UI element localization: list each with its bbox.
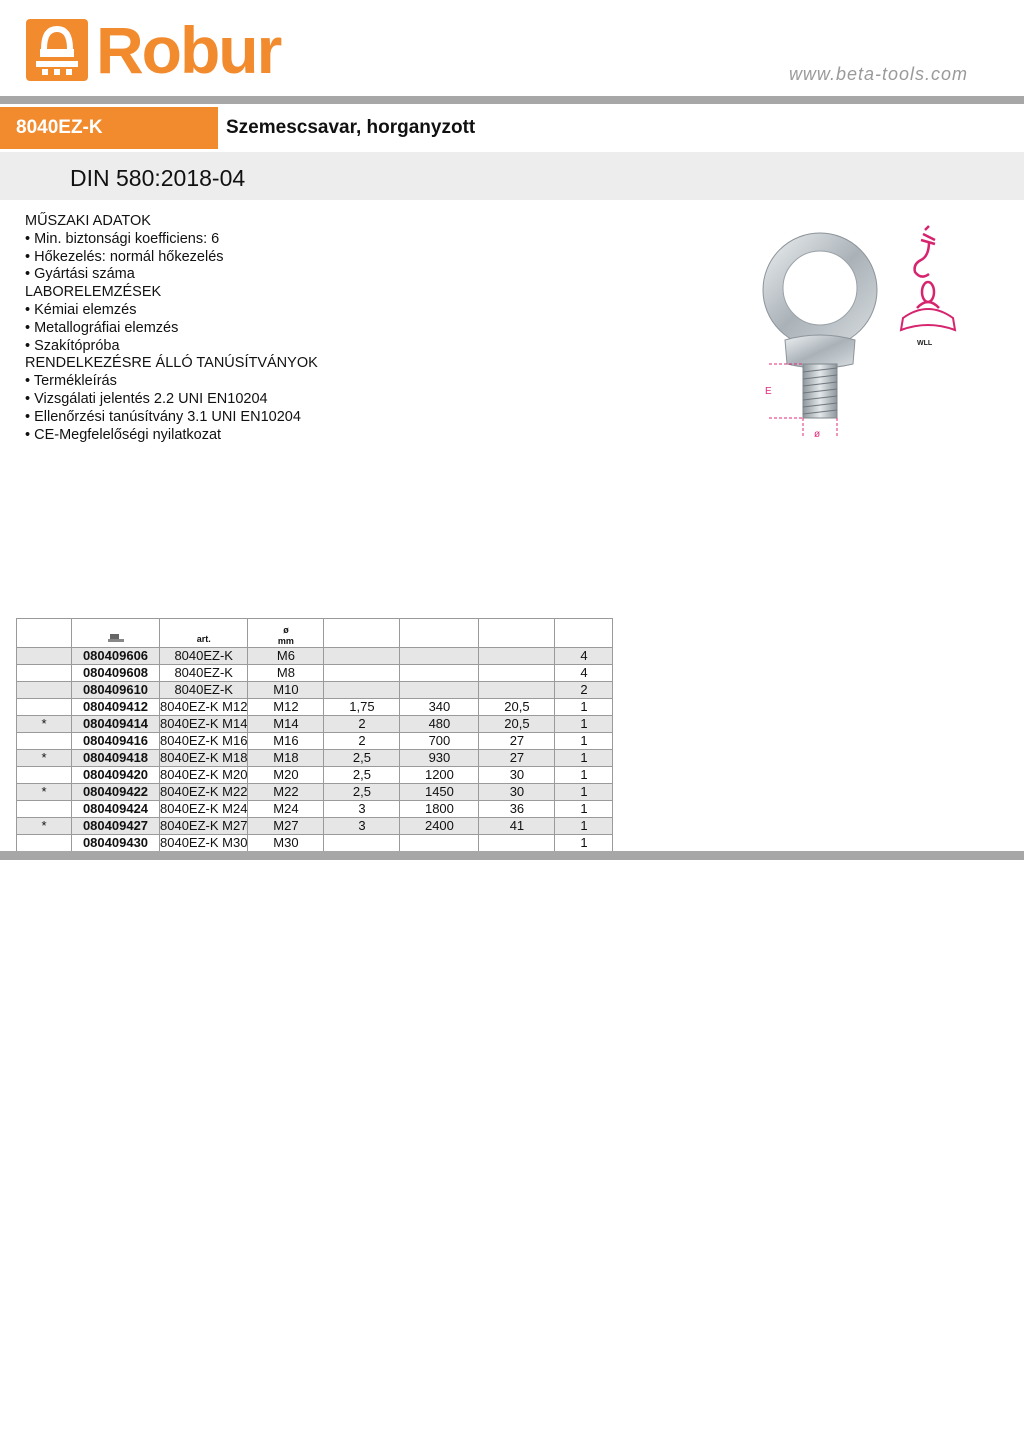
table-cell: 1 <box>555 699 613 716</box>
product-name: Szemescsavar, horganyzott <box>226 117 476 138</box>
lifting-hook-icon <box>901 226 955 330</box>
table-cell: M10 <box>248 682 324 699</box>
table-cell: 8040EZ-K M18 <box>160 750 248 765</box>
table-cell: 8040EZ-K M16 <box>160 733 248 748</box>
table-cell: M14 <box>248 716 324 733</box>
table-cell: 080409608 <box>72 665 160 682</box>
spec-line: • Metallográfiai elemzés <box>25 319 179 336</box>
title-bar <box>0 107 1024 149</box>
table-cell: M20 <box>248 767 324 784</box>
table-cell: 930 <box>400 750 479 767</box>
header-col7 <box>555 619 613 648</box>
table-row <box>17 835 613 852</box>
spec-line: LABORELEMZÉSEK <box>25 284 162 301</box>
table-cell: 1 <box>555 750 613 767</box>
spec-line: • CE-Megfelelőségi nyilatkozat <box>25 426 222 443</box>
header-note <box>17 619 72 648</box>
table-cell: 8040EZ-K <box>160 648 248 665</box>
spec-line: • Vizsgálati jelentés 2.2 UNI EN10204 <box>25 390 268 407</box>
din-standard: DIN 580:2018-04 <box>70 165 246 191</box>
table-cell: 700 <box>400 733 479 750</box>
table-cell: 1 <box>555 835 613 852</box>
eye-bolt-icon <box>763 233 877 418</box>
table-cell: M27 <box>248 818 324 835</box>
table-row <box>17 784 613 801</box>
table-header-row <box>17 619 613 648</box>
table-cell: 1 <box>555 733 613 750</box>
table-row <box>17 767 613 784</box>
table-cell: 8040EZ-K M12 <box>160 699 248 714</box>
table-cell <box>400 682 479 699</box>
table-cell <box>324 665 400 682</box>
table-cell: 1800 <box>400 801 479 818</box>
spec-line: • Gyártási száma <box>25 266 135 283</box>
table-cell: 1 <box>555 784 613 801</box>
header-col6 <box>479 619 555 648</box>
table-cell: 8040EZ-K M14 <box>160 716 248 731</box>
header-col4 <box>324 619 400 648</box>
table-cell: 8040EZ-K M24 <box>160 801 248 816</box>
table-cell: 3 <box>324 801 400 818</box>
spec-line: • Szakítópróba <box>25 337 120 354</box>
table-cell: 3 <box>324 818 400 835</box>
table-row <box>17 682 613 699</box>
table-cell <box>17 733 72 750</box>
top-divider <box>0 96 1024 104</box>
table-cell: 30 <box>479 784 555 801</box>
table-row <box>17 665 613 682</box>
robur-emblem-icon <box>26 19 88 81</box>
spec-list <box>25 213 318 444</box>
table-cell <box>17 665 72 682</box>
table-cell: 080409418 <box>72 750 160 767</box>
table-cell: M6 <box>248 648 324 665</box>
table-cell <box>17 682 72 699</box>
table-cell: M24 <box>248 801 324 818</box>
table-cell: M12 <box>248 699 324 716</box>
table-cell: 4 <box>555 648 613 665</box>
table-cell <box>17 801 72 818</box>
table-cell: 41 <box>479 818 555 835</box>
dimension-e-label: E <box>765 386 772 397</box>
table-cell: 080409430 <box>72 835 160 852</box>
table-cell: 080409606 <box>72 648 160 665</box>
header-col5 <box>400 619 479 648</box>
table-cell: 1200 <box>400 767 479 784</box>
table-cell <box>400 665 479 682</box>
header-diameter: ø mm <box>248 619 324 648</box>
table-cell: 2400 <box>400 818 479 835</box>
table-cell: 20,5 <box>479 716 555 733</box>
table-cell: 1 <box>555 801 613 818</box>
table-cell <box>479 648 555 665</box>
table-cell: * <box>17 750 72 767</box>
header-code-icon <box>72 619 160 648</box>
table-cell: 080409610 <box>72 682 160 699</box>
product-code: 8040EZ-K <box>0 107 218 149</box>
table-cell: * <box>17 818 72 835</box>
table-cell: 2 <box>324 733 400 750</box>
standard-bar <box>0 152 1024 200</box>
table-cell <box>17 648 72 665</box>
dimension-diameter-label: ø <box>814 429 821 440</box>
table-cell: 340 <box>400 699 479 716</box>
table-cell: 1,75 <box>324 699 400 716</box>
table-row <box>17 648 613 665</box>
table-cell: 20,5 <box>479 699 555 716</box>
table-cell: M16 <box>248 733 324 750</box>
table-cell <box>400 835 479 852</box>
table-cell <box>479 835 555 852</box>
table-cell: 8040EZ-K M22 <box>160 784 248 799</box>
table-cell: 1 <box>555 767 613 784</box>
table-cell <box>324 835 400 852</box>
table-cell: M8 <box>248 665 324 682</box>
table-cell: 080409420 <box>72 767 160 784</box>
table-row <box>17 733 613 750</box>
table-cell: 30 <box>479 767 555 784</box>
table-cell <box>400 648 479 665</box>
table-cell: 080409427 <box>72 818 160 835</box>
table-cell: M18 <box>248 750 324 767</box>
table-cell: 2,5 <box>324 784 400 801</box>
table-cell: 080409424 <box>72 801 160 818</box>
table-cell: 27 <box>479 750 555 767</box>
table-cell: 080409412 <box>72 699 160 716</box>
spec-line: • Min. biztonsági koefficiens: 6 <box>25 230 220 247</box>
table-cell: 2 <box>555 682 613 699</box>
spec-line: • Termékleírás <box>25 373 117 390</box>
website-url[interactable]: www.beta-tools.com <box>788 64 968 84</box>
table-cell: 27 <box>479 733 555 750</box>
brand-logo <box>26 13 281 87</box>
table-cell: 8040EZ-K <box>160 665 248 682</box>
header-art: art. <box>160 619 248 648</box>
spec-line: MŰSZAKI ADATOK <box>25 213 151 229</box>
table-cell: 1 <box>555 818 613 835</box>
table-cell <box>479 665 555 682</box>
table-cell: 480 <box>400 716 479 733</box>
product-table <box>16 618 613 852</box>
table-cell: 4 <box>555 665 613 682</box>
table-cell: 36 <box>479 801 555 818</box>
brand-name: Robur <box>96 13 281 87</box>
table-cell: 1 <box>555 716 613 733</box>
bottom-divider <box>0 851 1024 860</box>
table-row <box>17 750 613 767</box>
table-cell: 2,5 <box>324 767 400 784</box>
table-cell <box>324 648 400 665</box>
spec-line: • Hőkezelés: normál hőkezelés <box>25 248 224 265</box>
table-cell: 8040EZ-K M20 <box>160 767 248 782</box>
table-cell: M30 <box>248 835 324 852</box>
table-row <box>17 818 613 835</box>
table-cell: * <box>17 716 72 733</box>
eye-bolt-illustration <box>745 222 975 442</box>
table-cell: 8040EZ-K <box>160 682 248 699</box>
table-cell <box>17 699 72 716</box>
table-cell <box>17 835 72 852</box>
table-cell <box>479 682 555 699</box>
table-row <box>17 699 613 716</box>
table-cell <box>17 767 72 784</box>
wll-label: WLL <box>917 340 933 347</box>
table-cell: 1450 <box>400 784 479 801</box>
table-cell: 080409416 <box>72 733 160 750</box>
table-cell: * <box>17 784 72 801</box>
table-row <box>17 801 613 818</box>
table-cell: 8040EZ-K M30 <box>160 835 248 850</box>
table-cell: 8040EZ-K M27 <box>160 818 248 833</box>
table-cell: 080409422 <box>72 784 160 801</box>
table-cell: 080409414 <box>72 716 160 733</box>
table-cell: M22 <box>248 784 324 801</box>
spec-line: • Kémiai elemzés <box>25 301 137 318</box>
spec-line: RENDELKEZÉSRE ÁLLÓ TANÚSÍTVÁNYOK <box>25 355 318 372</box>
table-cell <box>324 682 400 699</box>
table-cell: 2,5 <box>324 750 400 767</box>
table-row <box>17 716 613 733</box>
spec-line: • Ellenőrzési tanúsítvány 3.1 UNI EN10204 <box>25 408 301 425</box>
table-cell: 2 <box>324 716 400 733</box>
